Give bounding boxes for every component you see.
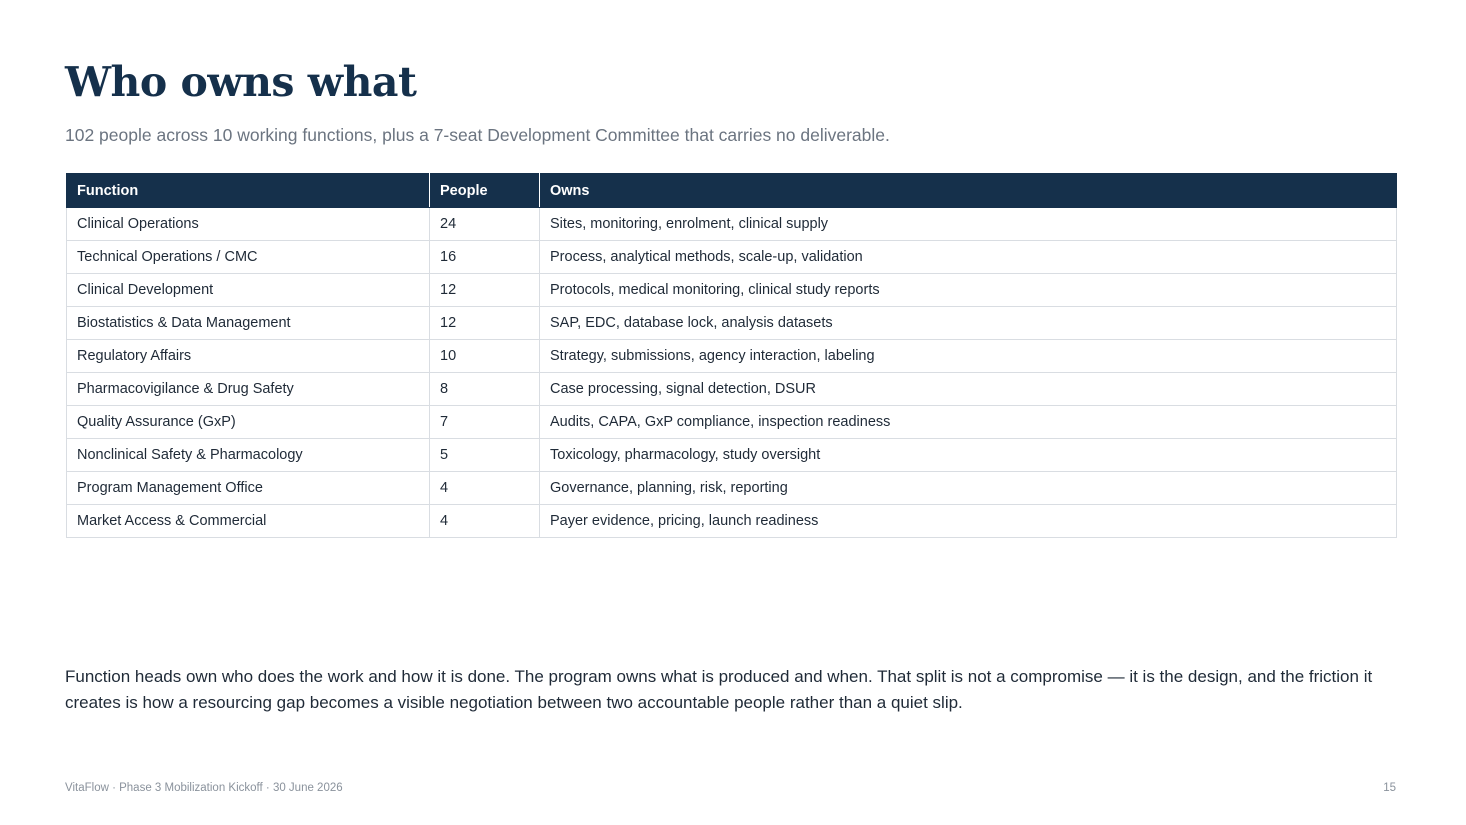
cell-function: Clinical Operations <box>67 208 430 241</box>
ownership-table-container <box>66 173 1397 538</box>
cell-owns: Case processing, signal detection, DSUR <box>540 373 1397 406</box>
cell-function: Market Access & Commercial <box>67 505 430 538</box>
cell-people: 8 <box>430 373 540 406</box>
cell-owns: Process, analytical methods, scale-up, validation <box>540 241 1397 274</box>
header-people: People <box>430 174 540 208</box>
cell-owns: Audits, CAPA, GxP compliance, inspection readiness <box>540 406 1397 439</box>
table-header-row <box>67 174 1397 208</box>
page-number: 15 <box>1383 782 1396 794</box>
table-row <box>67 472 1397 505</box>
ownership-table <box>66 173 1397 538</box>
table-body <box>67 208 1397 538</box>
cell-function: Clinical Development <box>67 274 430 307</box>
table-row <box>67 373 1397 406</box>
cell-people: 16 <box>430 241 540 274</box>
cell-function: Nonclinical Safety & Pharmacology <box>67 439 430 472</box>
footer-caption: VitaFlow · Phase 3 Mobilization Kickoff · 30 June 2026 <box>65 782 343 794</box>
cell-people: 24 <box>430 208 540 241</box>
cell-function: Pharmacovigilance & Drug Safety <box>67 373 430 406</box>
cell-owns: Sites, monitoring, enrolment, clinical supply <box>540 208 1397 241</box>
cell-owns: SAP, EDC, database lock, analysis datasets <box>540 307 1397 340</box>
cell-owns: Strategy, submissions, agency interaction, labeling <box>540 340 1397 373</box>
table-row <box>67 241 1397 274</box>
cell-function: Program Management Office <box>67 472 430 505</box>
cell-people: 4 <box>430 472 540 505</box>
cell-owns: Protocols, medical monitoring, clinical study reports <box>540 274 1397 307</box>
slide-title: Who owns what <box>65 58 417 106</box>
cell-people: 7 <box>430 406 540 439</box>
cell-function: Technical Operations / CMC <box>67 241 430 274</box>
cell-people: 12 <box>430 307 540 340</box>
cell-function: Regulatory Affairs <box>67 340 430 373</box>
cell-people: 10 <box>430 340 540 373</box>
table-row <box>67 274 1397 307</box>
cell-function: Quality Assurance (GxP) <box>67 406 430 439</box>
cell-function: Biostatistics & Data Management <box>67 307 430 340</box>
cell-owns: Governance, planning, risk, reporting <box>540 472 1397 505</box>
body-paragraph: Function heads own who does the work and how it is done. The program owns what is produced and when. That split is not a compromise — it is the design, and the friction it creates is how a resourcing gap becomes a visible negotiation between two accountable people rather than a quiet slip. <box>65 667 1373 712</box>
table-row <box>67 439 1397 472</box>
cell-people: 5 <box>430 439 540 472</box>
table-header <box>67 174 1397 208</box>
table-row <box>67 340 1397 373</box>
table-row <box>67 406 1397 439</box>
header-function: Function <box>67 174 430 208</box>
cell-owns: Toxicology, pharmacology, study oversight <box>540 439 1397 472</box>
table-row <box>67 208 1397 241</box>
cell-people: 4 <box>430 505 540 538</box>
table-row <box>67 307 1397 340</box>
table-row <box>67 505 1397 538</box>
slide-subtitle: 102 people across 10 working functions, plus a 7-seat Development Committee that carries no deliverable. <box>65 125 890 145</box>
cell-people: 12 <box>430 274 540 307</box>
header-owns: Owns <box>540 174 1397 208</box>
cell-owns: Payer evidence, pricing, launch readiness <box>540 505 1397 538</box>
